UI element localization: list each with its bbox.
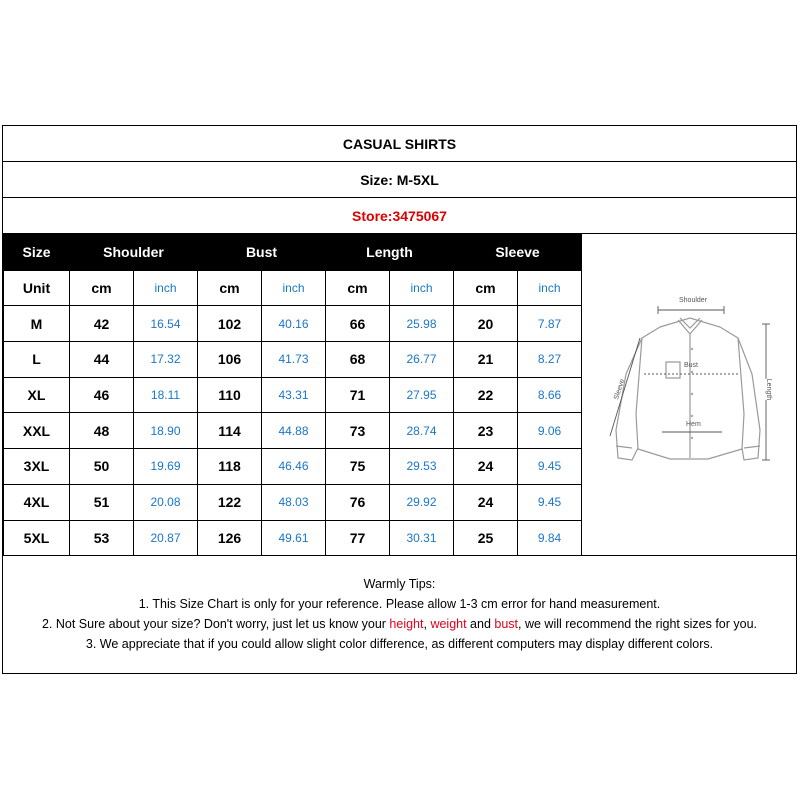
tips-heading: Warmly Tips: <box>363 577 436 591</box>
size-label: L <box>4 342 70 378</box>
inch-value: 8.27 <box>518 342 582 378</box>
unit-cell: cm <box>198 270 262 306</box>
size-label: M <box>4 306 70 342</box>
inch-value: 9.45 <box>518 449 582 485</box>
unit-row <box>4 270 582 306</box>
shirt-diagram <box>581 234 796 555</box>
size-chart-frame <box>2 125 797 674</box>
cm-value: 24 <box>454 449 518 485</box>
table-row <box>4 484 582 520</box>
header-shoulder: Shoulder <box>70 235 198 271</box>
cm-value: 48 <box>70 413 134 449</box>
cm-value: 50 <box>70 449 134 485</box>
table-row <box>4 377 582 413</box>
warm-tips <box>3 555 796 673</box>
tip-2-text: 2. Not Sure about your size? Don't worry, just let us know your <box>41 617 390 631</box>
size-label: XXL <box>4 413 70 449</box>
header-bust: Bust <box>198 235 326 271</box>
cm-value: 22 <box>454 377 518 413</box>
cm-value: 118 <box>198 449 262 485</box>
tip-3: 3. We appreciate that if you could allow slight color difference, as different computers may display different colors. <box>85 637 714 651</box>
table-header-row <box>4 235 582 271</box>
unit-cell: inch <box>390 270 454 306</box>
inch-value: 16.54 <box>134 306 198 342</box>
cm-value: 23 <box>454 413 518 449</box>
bust-label: Bust <box>684 362 699 369</box>
inch-value: 18.11 <box>134 377 198 413</box>
inch-value: 8.66 <box>518 377 582 413</box>
inch-value: 18.90 <box>134 413 198 449</box>
inch-value: 9.06 <box>518 413 582 449</box>
size-label: XL <box>4 377 70 413</box>
table-row <box>4 520 582 556</box>
tip-2-height: height <box>389 617 424 631</box>
inch-value: 46.46 <box>262 449 326 485</box>
inch-value: 27.95 <box>390 377 454 413</box>
table-row <box>4 413 582 449</box>
unit-cell: inch <box>134 270 198 306</box>
tip-2 <box>3 614 796 634</box>
cm-value: 21 <box>454 342 518 378</box>
cm-value: 114 <box>198 413 262 449</box>
cm-value: 68 <box>326 342 390 378</box>
inch-value: 9.45 <box>518 484 582 520</box>
cm-value: 53 <box>70 520 134 556</box>
hem-label: Hem <box>686 421 701 428</box>
inch-value: 7.87 <box>518 306 582 342</box>
tip-2-bust: bust <box>494 617 519 631</box>
inch-value: 29.92 <box>390 484 454 520</box>
inch-value: 9.84 <box>518 520 582 556</box>
cm-value: 77 <box>326 520 390 556</box>
unit-cell: cm <box>70 270 134 306</box>
inch-value: 30.31 <box>390 520 454 556</box>
inch-value: 41.73 <box>262 342 326 378</box>
table-row <box>4 449 582 485</box>
unit-cell: inch <box>262 270 326 306</box>
cm-value: 71 <box>326 377 390 413</box>
unit-cell: cm <box>326 270 390 306</box>
inch-value: 40.16 <box>262 306 326 342</box>
size-label: 4XL <box>4 484 70 520</box>
tip-2-sep: , <box>423 617 431 631</box>
cm-value: 51 <box>70 484 134 520</box>
tip-2-and: and <box>466 617 495 631</box>
inch-value: 17.32 <box>134 342 198 378</box>
cm-value: 20 <box>454 306 518 342</box>
cm-value: 76 <box>326 484 390 520</box>
size-range: Size: M-5XL <box>3 162 796 198</box>
inch-value: 28.74 <box>390 413 454 449</box>
tip-2-end: , we will recommend the right sizes for you. <box>518 617 758 631</box>
cm-value: 122 <box>198 484 262 520</box>
header-size: Size <box>4 235 70 271</box>
table-row <box>4 342 582 378</box>
size-label: 5XL <box>4 520 70 556</box>
cm-value: 66 <box>326 306 390 342</box>
unit-label: Unit <box>4 270 70 306</box>
product-title: CASUAL SHIRTS <box>3 126 796 162</box>
size-table <box>3 234 582 556</box>
cm-value: 42 <box>70 306 134 342</box>
inch-value: 48.03 <box>262 484 326 520</box>
store-id: Store:3475067 <box>3 198 796 234</box>
cm-value: 46 <box>70 377 134 413</box>
sleeve-label: Sleeve <box>613 378 627 401</box>
inch-value: 20.08 <box>134 484 198 520</box>
unit-cell: inch <box>518 270 582 306</box>
cm-value: 24 <box>454 484 518 520</box>
inch-value: 25.98 <box>390 306 454 342</box>
inch-value: 44.88 <box>262 413 326 449</box>
cm-value: 106 <box>198 342 262 378</box>
length-label: Length <box>765 378 773 401</box>
table-row <box>4 306 582 342</box>
inch-value: 19.69 <box>134 449 198 485</box>
shoulder-label: Shoulder <box>679 297 708 304</box>
cm-value: 75 <box>326 449 390 485</box>
size-label: 3XL <box>4 449 70 485</box>
cm-value: 44 <box>70 342 134 378</box>
inch-value: 20.87 <box>134 520 198 556</box>
cm-value: 102 <box>198 306 262 342</box>
header-length: Length <box>326 235 454 271</box>
inch-value: 49.61 <box>262 520 326 556</box>
inch-value: 43.31 <box>262 377 326 413</box>
header-sleeve: Sleeve <box>454 235 582 271</box>
cm-value: 73 <box>326 413 390 449</box>
unit-cell: cm <box>454 270 518 306</box>
cm-value: 126 <box>198 520 262 556</box>
cm-value: 110 <box>198 377 262 413</box>
inch-value: 29.53 <box>390 449 454 485</box>
tip-2-weight: weight <box>430 617 467 631</box>
tip-1: 1. This Size Chart is only for your reference. Please allow 1-3 cm error for hand measurement. <box>138 597 661 611</box>
cm-value: 25 <box>454 520 518 556</box>
inch-value: 26.77 <box>390 342 454 378</box>
